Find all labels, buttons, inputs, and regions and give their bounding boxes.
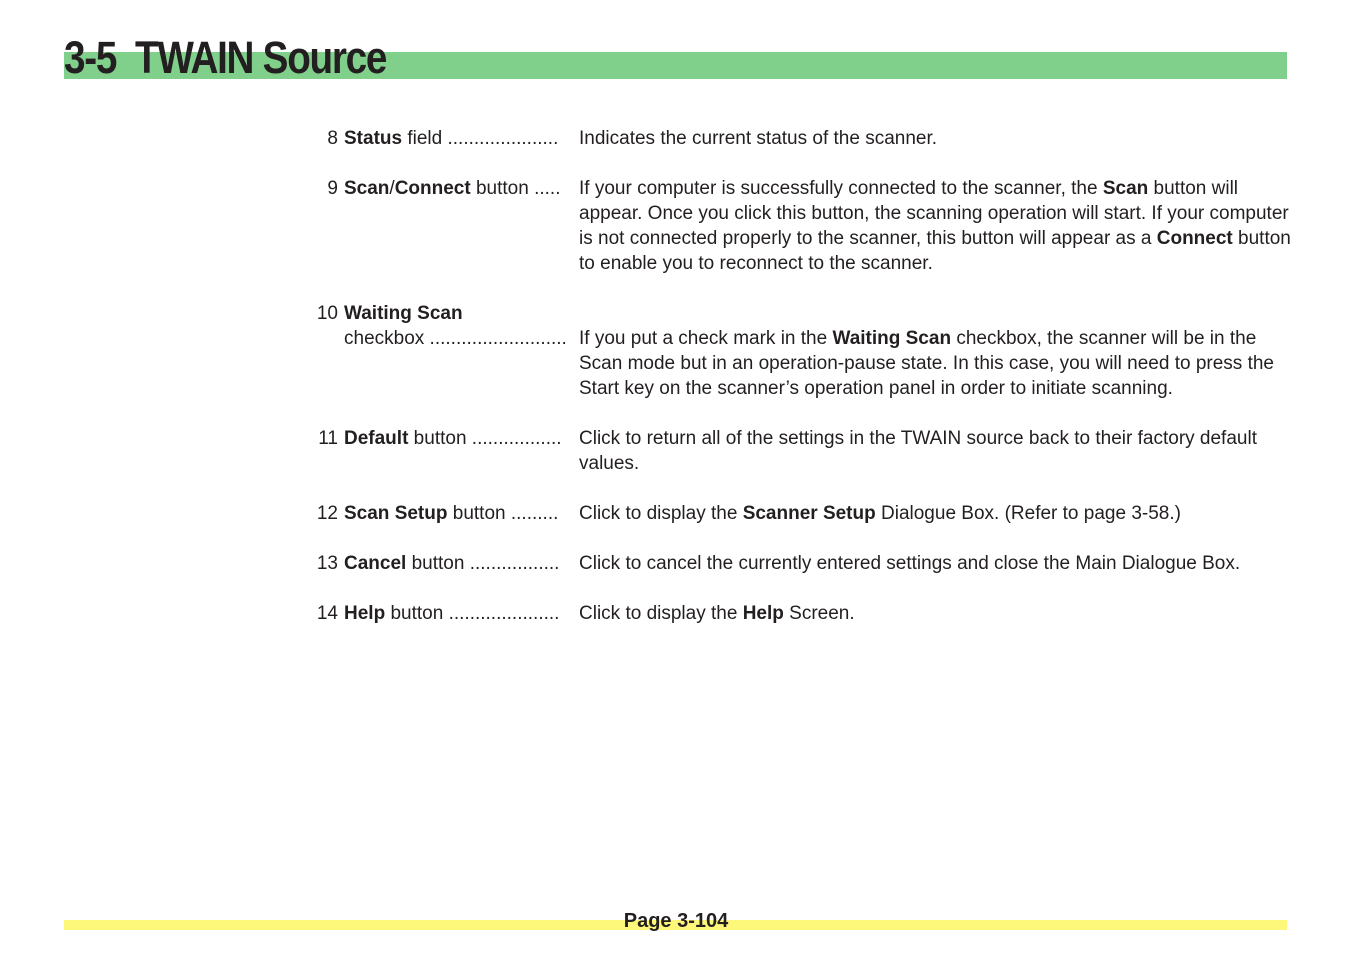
term-bold: Help xyxy=(344,603,386,624)
item-term xyxy=(344,551,576,576)
item-number: 8 xyxy=(327,128,338,149)
term-rest: button xyxy=(385,603,444,624)
leader-dots: .......................... xyxy=(424,328,567,349)
description-text: Click to display the xyxy=(579,503,743,524)
term-rest: checkbox xyxy=(344,328,425,349)
item-term xyxy=(344,601,576,626)
description-text: If your computer is successfully connected to the scanner, the xyxy=(579,178,1103,199)
leader-dots: ......... xyxy=(505,503,559,524)
item-term-line2 xyxy=(344,326,576,351)
list-item xyxy=(0,176,1352,276)
definition-list xyxy=(0,126,1352,651)
item-number: 10 xyxy=(316,303,338,324)
description-text: Dialogue Box. (Refer to page 3-58.) xyxy=(875,503,1181,524)
leader-dots: ..... xyxy=(528,178,561,199)
leader-dots: ................. xyxy=(466,428,562,449)
term-rest: field xyxy=(402,128,443,149)
section-number: 3-5 xyxy=(64,32,117,83)
item-description xyxy=(579,551,1291,576)
term-bold: Default xyxy=(344,428,409,449)
item-description xyxy=(579,501,1291,526)
description-text: button will appear. Once you click this button, the scanning operation will start. If your computer is not connected properly to the scanner, this button will appear as a xyxy=(579,178,1289,249)
leader-dots: ................. xyxy=(464,553,560,574)
term-separator: / xyxy=(389,178,395,199)
description-text: Click to cancel the currently entered settings and close the Main Dialogue Box. xyxy=(579,553,1241,574)
description-bold: Help xyxy=(742,603,784,624)
description-text: checkbox, the scanner will be in the Scan mode but in an operation-pause state. In this case, you will need to press the Start key on the scanner’s operation panel in order to initiate scanning. xyxy=(579,328,1274,399)
item-number: 13 xyxy=(316,553,338,574)
page-title xyxy=(64,26,386,82)
item-number: 12 xyxy=(316,503,338,524)
item-description xyxy=(579,426,1291,476)
description-text: Indicates the current status of the scanner. xyxy=(579,128,938,149)
item-description xyxy=(579,126,1291,151)
list-item xyxy=(0,601,1352,626)
list-item xyxy=(0,501,1352,526)
term-rest: button xyxy=(447,503,506,524)
description-bold: Scan xyxy=(1102,178,1149,199)
item-number: 14 xyxy=(316,603,338,624)
description-text: If you put a check mark in the xyxy=(579,328,833,349)
item-term xyxy=(344,176,576,201)
list-item xyxy=(0,426,1352,476)
description-text: Click to return all of the settings in the TWAIN source back to their factory default values. xyxy=(579,428,1257,474)
item-term xyxy=(344,126,576,151)
description-text: Click to display the xyxy=(579,603,743,624)
section-title: TWAIN Source xyxy=(134,32,387,83)
item-number: 9 xyxy=(327,178,338,199)
term-bold: Scan xyxy=(344,178,390,199)
item-term xyxy=(344,501,576,526)
term-bold: Waiting Scan xyxy=(344,303,463,324)
term-bold: Cancel xyxy=(344,553,407,574)
term-bold: Scan Setup xyxy=(344,503,448,524)
description-bold: Connect xyxy=(1156,228,1233,249)
term-rest: button xyxy=(406,553,465,574)
item-description xyxy=(579,176,1291,276)
description-bold: Waiting Scan xyxy=(832,328,952,349)
leader-dots: ..................... xyxy=(443,603,560,624)
term-bold-2: Connect xyxy=(394,178,471,199)
page-number: Page 3-104 xyxy=(623,910,729,932)
term-rest: button xyxy=(470,178,529,199)
item-number: 11 xyxy=(318,428,338,449)
item-term xyxy=(344,301,576,326)
item-description xyxy=(579,301,1291,401)
item-description xyxy=(579,601,1291,626)
description-text: Screen. xyxy=(783,603,855,624)
term-rest: button xyxy=(408,428,467,449)
list-item xyxy=(0,551,1352,576)
term-bold: Status xyxy=(344,128,403,149)
list-item xyxy=(0,126,1352,151)
description-bold: Scanner Setup xyxy=(742,503,876,524)
item-term xyxy=(344,426,576,451)
leader-dots: ..................... xyxy=(442,128,559,149)
list-item xyxy=(0,301,1352,401)
description-text: button to enable you to reconnect to the scanner. xyxy=(579,228,1291,274)
